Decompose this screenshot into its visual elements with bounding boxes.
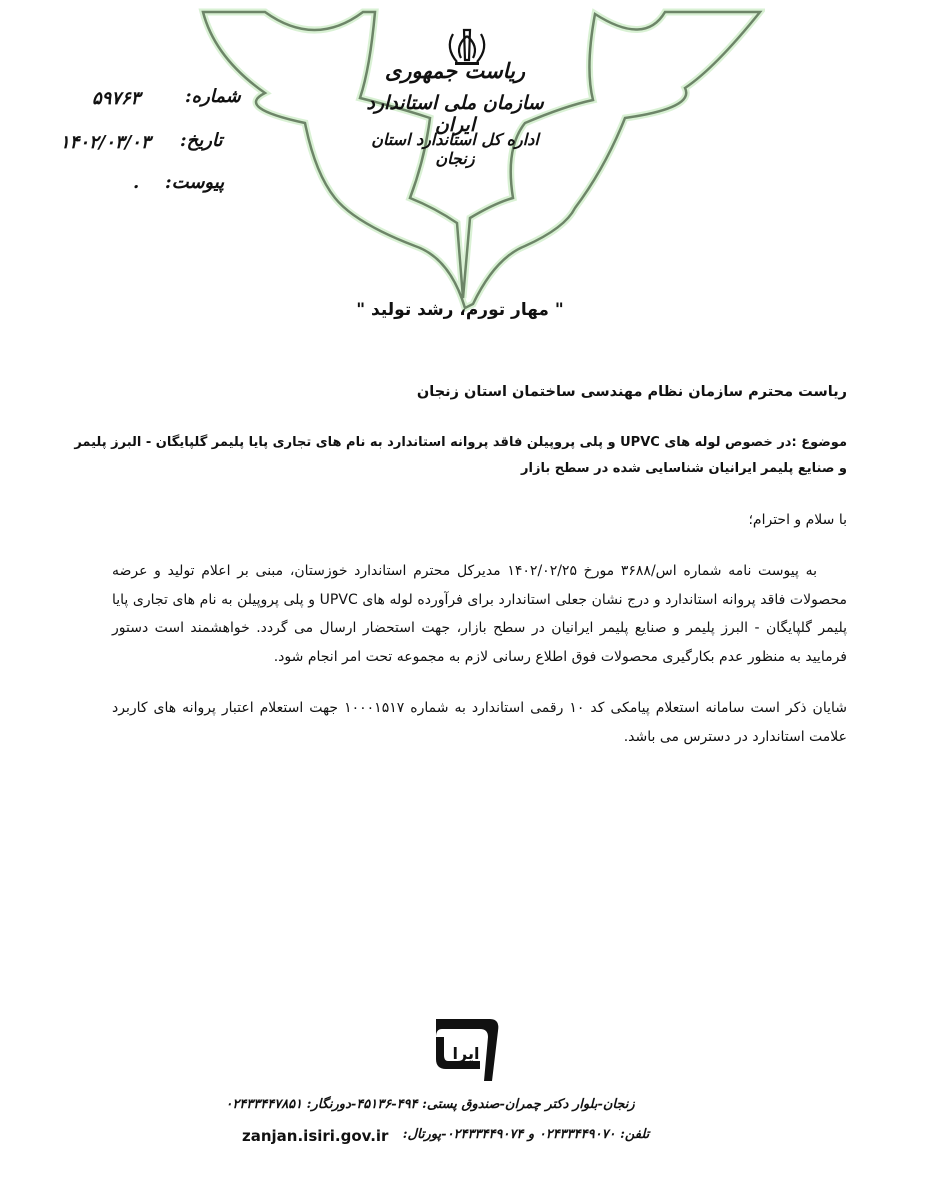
date-label: تاریخ: <box>180 130 223 151</box>
greeting: با سلام و احترام؛ <box>748 512 847 528</box>
subject: موضوع :در خصوص لوله های UPVC و پلی پروپیلن فاقد پروانه استاندارد به نام های تجاری پایا پلیمر گلپایگان - البرز پلیمر و صنایع پلیمر ایرانیان شناسایی شده در سطح بازار <box>74 435 847 476</box>
date-value: ۱۴۰۲/۰۳/۰۳ <box>60 132 151 153</box>
emblem-line-organization: سازمان ملی استاندارد ایران <box>366 92 544 136</box>
isiri-logo <box>430 1015 502 1083</box>
attachment-value: . <box>133 172 140 193</box>
organization-emblem <box>195 8 765 328</box>
body-paragraph-1: به پیوست نامه شماره اس/۳۶۸۸ مورخ ۱۴۰۲/۰۲/۲۵ مدیرکل محترم استاندارد خوزستان، مبنی بر اعلام تولید و عرضه محصولات فاقد پروانه استاندارد و درج نشان جعلی استاندارد برای فرآورده لوله های UPVC و پلی پروپیلن به نام های تجاری پایا پلیمر گلپایگان - البرز پلیمر و صنایع پلیمر ایرانیان در سطح بازار، جهت استحضار ارسال می گردد. خواهشمند است دستور فرمایید به منظور عدم بکارگیری محصولات فوق اطلاع رسانی لازم به مجموعه تحت امر انجام شود. <box>112 563 847 665</box>
attachment-label: پیوست: <box>165 172 225 193</box>
body-paragraph-2: شایان ذکر است سامانه استعلام پیامکی کد ۱۰ رقمی استاندارد به شماره ۱۰۰۰۱۵۱۷ جهت استعلام اعتبار پروانه های کاربرد علامت استاندارد در دسترس می باشد. <box>112 700 847 745</box>
footer-phone: تلفن: ۰۲۴۳۳۴۴۹۰۷۰ و ۰۲۴۳۳۴۴۹۰۷۴-پورتال: <box>402 1127 650 1142</box>
number-label: شماره: <box>185 86 241 107</box>
emblem-line-office: اداره کل استاندارد استان زنجان <box>371 130 539 168</box>
number-value: ۵۹۷۶۳ <box>92 88 141 109</box>
logo-text: ایرا <box>452 1044 480 1063</box>
emblem-line-presidency: ریاست جمهوری <box>384 58 526 83</box>
footer-address: زنجان-بلوار دکتر چمران-صندوق پستی: ۴۹۴-۴۵۱۳۶-دورنگار: ۰۲۴۳۳۴۴۷۸۵۱ <box>225 1097 635 1112</box>
slogan: " مهار تورم، رشد تولید " <box>356 300 564 320</box>
portal-link[interactable]: zanjan.isiri.gov.ir <box>242 1127 389 1145</box>
recipient: ریاست محترم سازمان نظام مهندسی ساختمان استان زنجان <box>416 384 847 400</box>
